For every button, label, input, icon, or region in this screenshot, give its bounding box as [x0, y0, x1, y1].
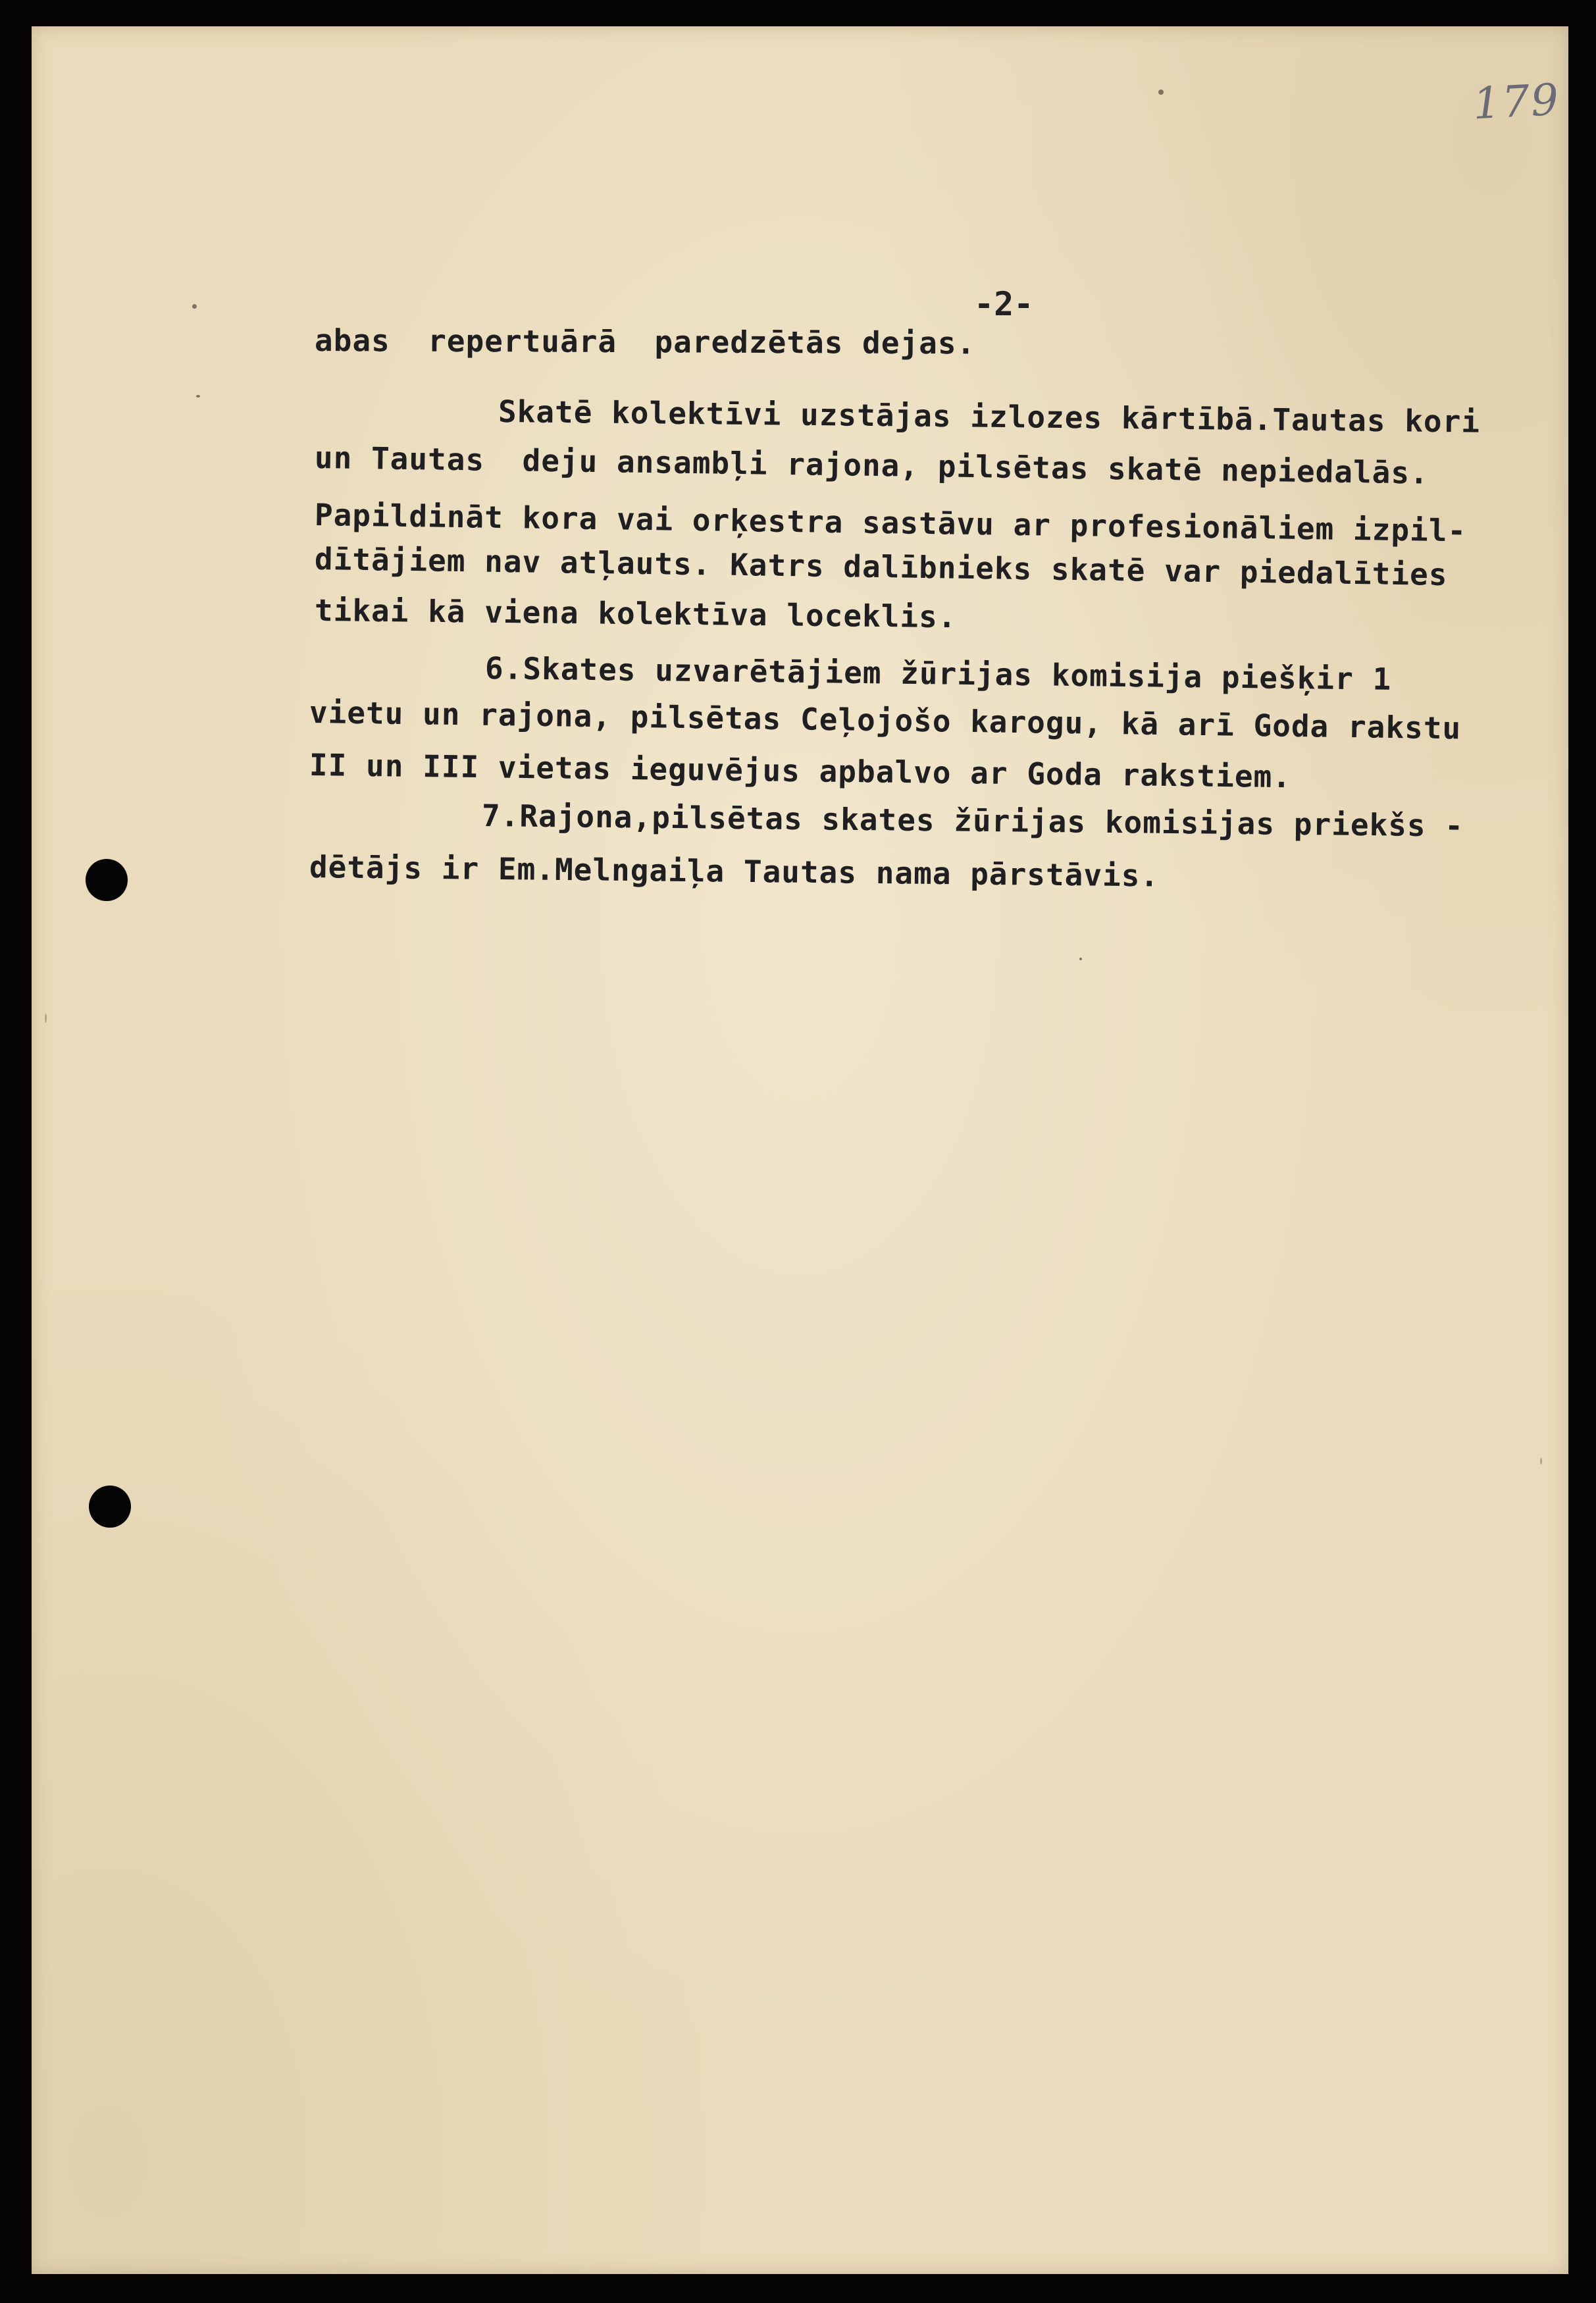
page-number: -2- [974, 285, 1034, 323]
paper-speck [45, 1014, 47, 1023]
paper-speck [1540, 1458, 1542, 1464]
text-line-1: abas repertuārā paredzētās dejas. [314, 323, 976, 361]
text-line-10: 7.Rajona,pilsētas skates žūrijas komisijas priekšs - [481, 798, 1464, 844]
paper-speck [1158, 90, 1164, 95]
punch-hole-top [86, 859, 128, 901]
archive-page-reference: 179 [1472, 74, 1561, 130]
text-line-2: Skatē kolektīvi uzstājas izlozes kārtībā.Tautas kori [498, 394, 1481, 440]
text-line-6: tikai kā viena kolektīva loceklis. [314, 592, 957, 635]
text-line-9: II un III vietas ieguvējus apbalvo ar Goda rakstiem. [309, 747, 1292, 795]
text-line-8: vietu un rajona, pilsētas Ceļojošo karogu, kā arī Goda rakstu [309, 694, 1462, 746]
paper-speck [192, 304, 197, 309]
text-line-5: dītājiem nav atļauts. Katrs dalībnieks skatē var piedalīties [314, 541, 1448, 593]
text-line-7: 6.Skates uzvarētājiem žūrijas komisija piešķir 1 [484, 650, 1392, 697]
document-page [32, 26, 1568, 2274]
text-line-11: dētājs ir Em.Melngaiļa Tautas nama pārstāvis. [309, 849, 1160, 894]
paper-speck [1079, 958, 1082, 960]
text-line-3: un Tautas deju ansambļi rajona, pilsētas skatē nepiedalās. [314, 440, 1429, 491]
paper-speck [196, 395, 200, 398]
punch-hole-bottom [89, 1486, 131, 1528]
text-line-4: Papildināt kora vai orķestra sastāvu ar profesionāliem izpil- [314, 497, 1467, 549]
